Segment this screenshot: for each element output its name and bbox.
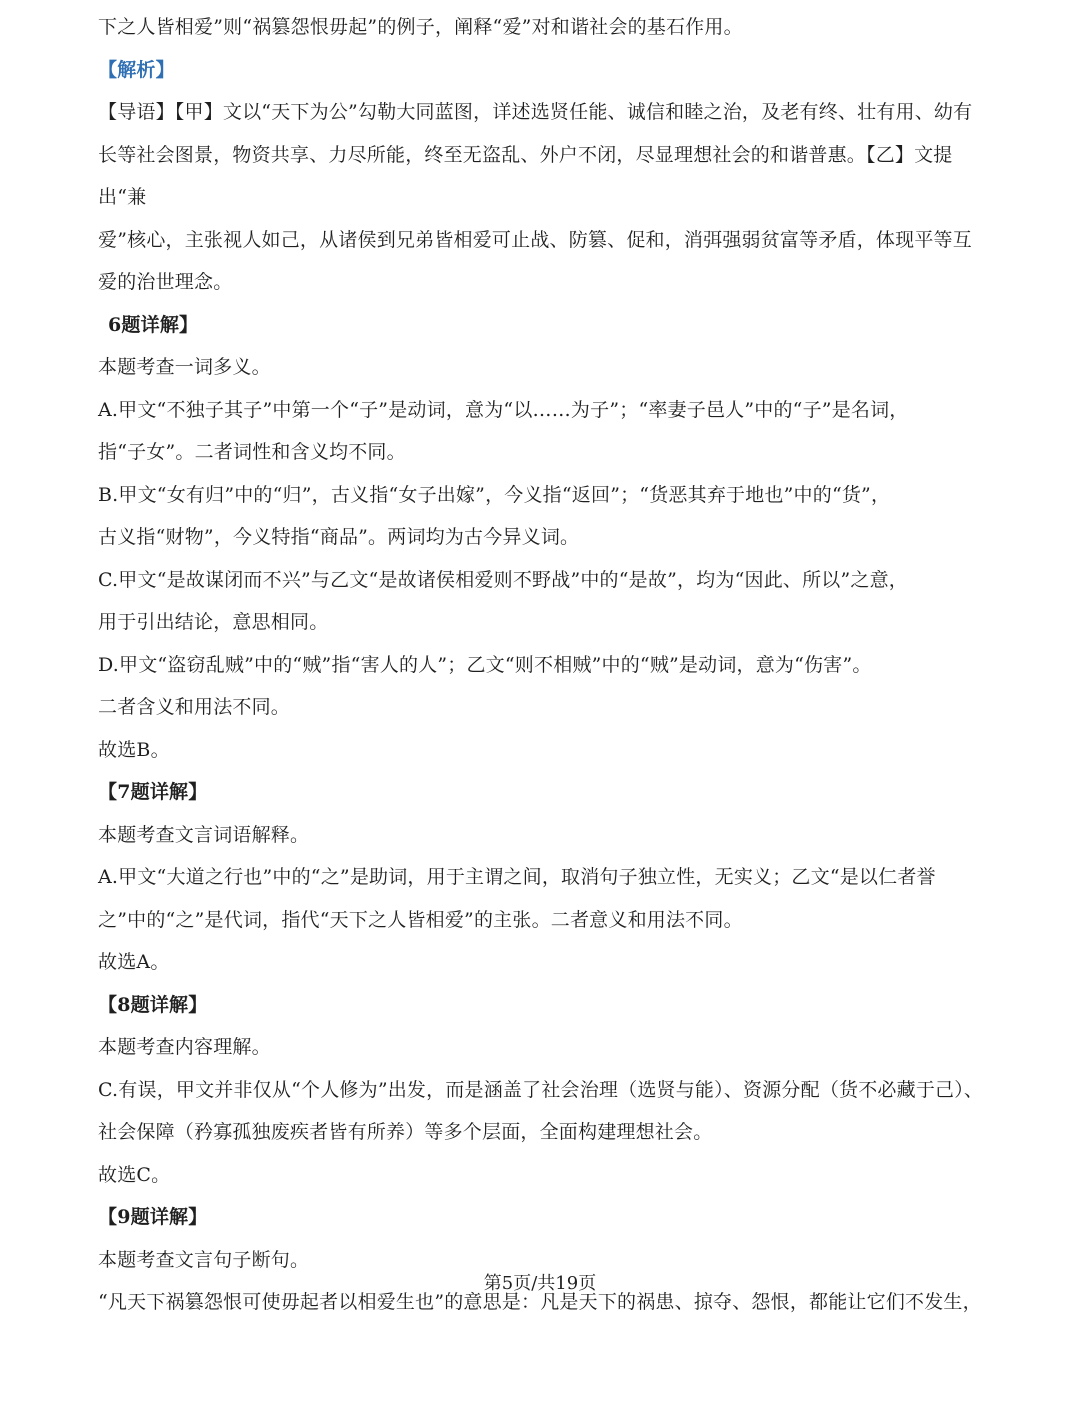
answer-line-8: 故选C。 — [98, 1163, 171, 1186]
text-line-4: 长等社会图景，物资共享、力尽所能，终至无盗乱、外户不闭，尽显理想社会的和谐普惠。【乙】文提出“兼 — [98, 143, 953, 208]
page-body — [98, 6, 992, 1324]
text-line-30: “凡天下祸篡怨恨可使毋起者以相爱生也”的意思是：凡是天下的祸患、掠夺、怨恨，都能让它们不发生， — [98, 1291, 982, 1313]
text-line-19: 本题考查文言词语解释。 — [98, 823, 310, 846]
text-line-24: 本题考查内容理解。 — [98, 1036, 271, 1058]
text-line-9: A.甲文“不独子其子”中第一个“子”是动词，意为“以……为子”；“率妻子邑人”中的“子”是名词， — [98, 398, 909, 421]
page-number-footer: 第5页/共19页 — [483, 1273, 597, 1294]
text-line-6: 爱的治世理念。 — [98, 271, 233, 293]
text-line-25: C.有误，甲文并非仅从“个人修为”出发，而是涵盖了社会治理（选贤与能）、资源分配（货不必藏于己）、 — [98, 1078, 984, 1101]
question-7-heading: 【7题详解】 — [98, 781, 208, 803]
text-line-26: 社会保障（矜寡孤独废疾者皆有所养）等多个层面，全面构建理想社会。 — [98, 1121, 713, 1143]
text-line-14: 用于引出结论，意思相同。 — [98, 611, 329, 633]
text-line-16: 二者含义和用法不同。 — [98, 696, 291, 718]
text-line-13: C.甲文“是故谋闭而不兴”与乙文“是故诸侯相爱则不野战”中的“是故”，均为“因此、所以”之意， — [98, 568, 909, 591]
text-line-1: 下之人皆相爱”则“祸篡怨恨毋起”的例子，阐释“爱”对和谐社会的基石作用。 — [98, 16, 743, 38]
text-line-21: 之”中的“之”是代词，指代“天下之人皆相爱”的主张。二者意义和用法不同。 — [98, 908, 743, 931]
question-6-heading: 6题详解】 — [108, 313, 199, 336]
text-line-12: 古义指“财物”，今义特指“商品”。两词均为古今异义词。 — [98, 526, 580, 548]
text-line-20: A.甲文“大道之行也”中的“之”是助词，用于主谓之间，取消句子独立性，无实义；乙文“是以仁者誉 — [98, 866, 936, 888]
question-8-heading: 【8题详解】 — [98, 993, 208, 1016]
text-line-11: B.甲文“女有归”中的“归”，古义指“女子出嫁”，今义指“返回”；“货恶其弃于地也”中的“货”， — [98, 483, 891, 506]
text-line-29: 本题考查文言句子断句。 — [98, 1248, 310, 1271]
text-line-8: 本题考查一词多义。 — [98, 356, 271, 378]
text-line-3: 【导语】【甲】文以“天下为公”勾勒大同蓝图，详述选贤任能、诚信和睦之治，及老有终、壮有用、幼有 — [98, 101, 973, 123]
answer-line-7: 故选A。 — [98, 951, 170, 973]
text-line-15: D.甲文“盗窃乱贼”中的“贼”指“害人的人”；乙文“则不相贼”中的“贼”是动词，意为“伤害”。 — [98, 653, 872, 676]
question-9-heading: 【9题详解】 — [98, 1206, 208, 1228]
analysis-heading: 【解析】 — [98, 58, 175, 81]
answer-line-6: 故选B。 — [98, 738, 170, 761]
text-line-5: 爱”核心，主张视人如己，从诸侯到兄弟皆相爱可止战、防篡、促和，消弭强弱贫富等矛盾，体现平等互 — [98, 228, 972, 251]
text-line-10: 指“子女”。二者词性和含义均不同。 — [98, 441, 406, 463]
